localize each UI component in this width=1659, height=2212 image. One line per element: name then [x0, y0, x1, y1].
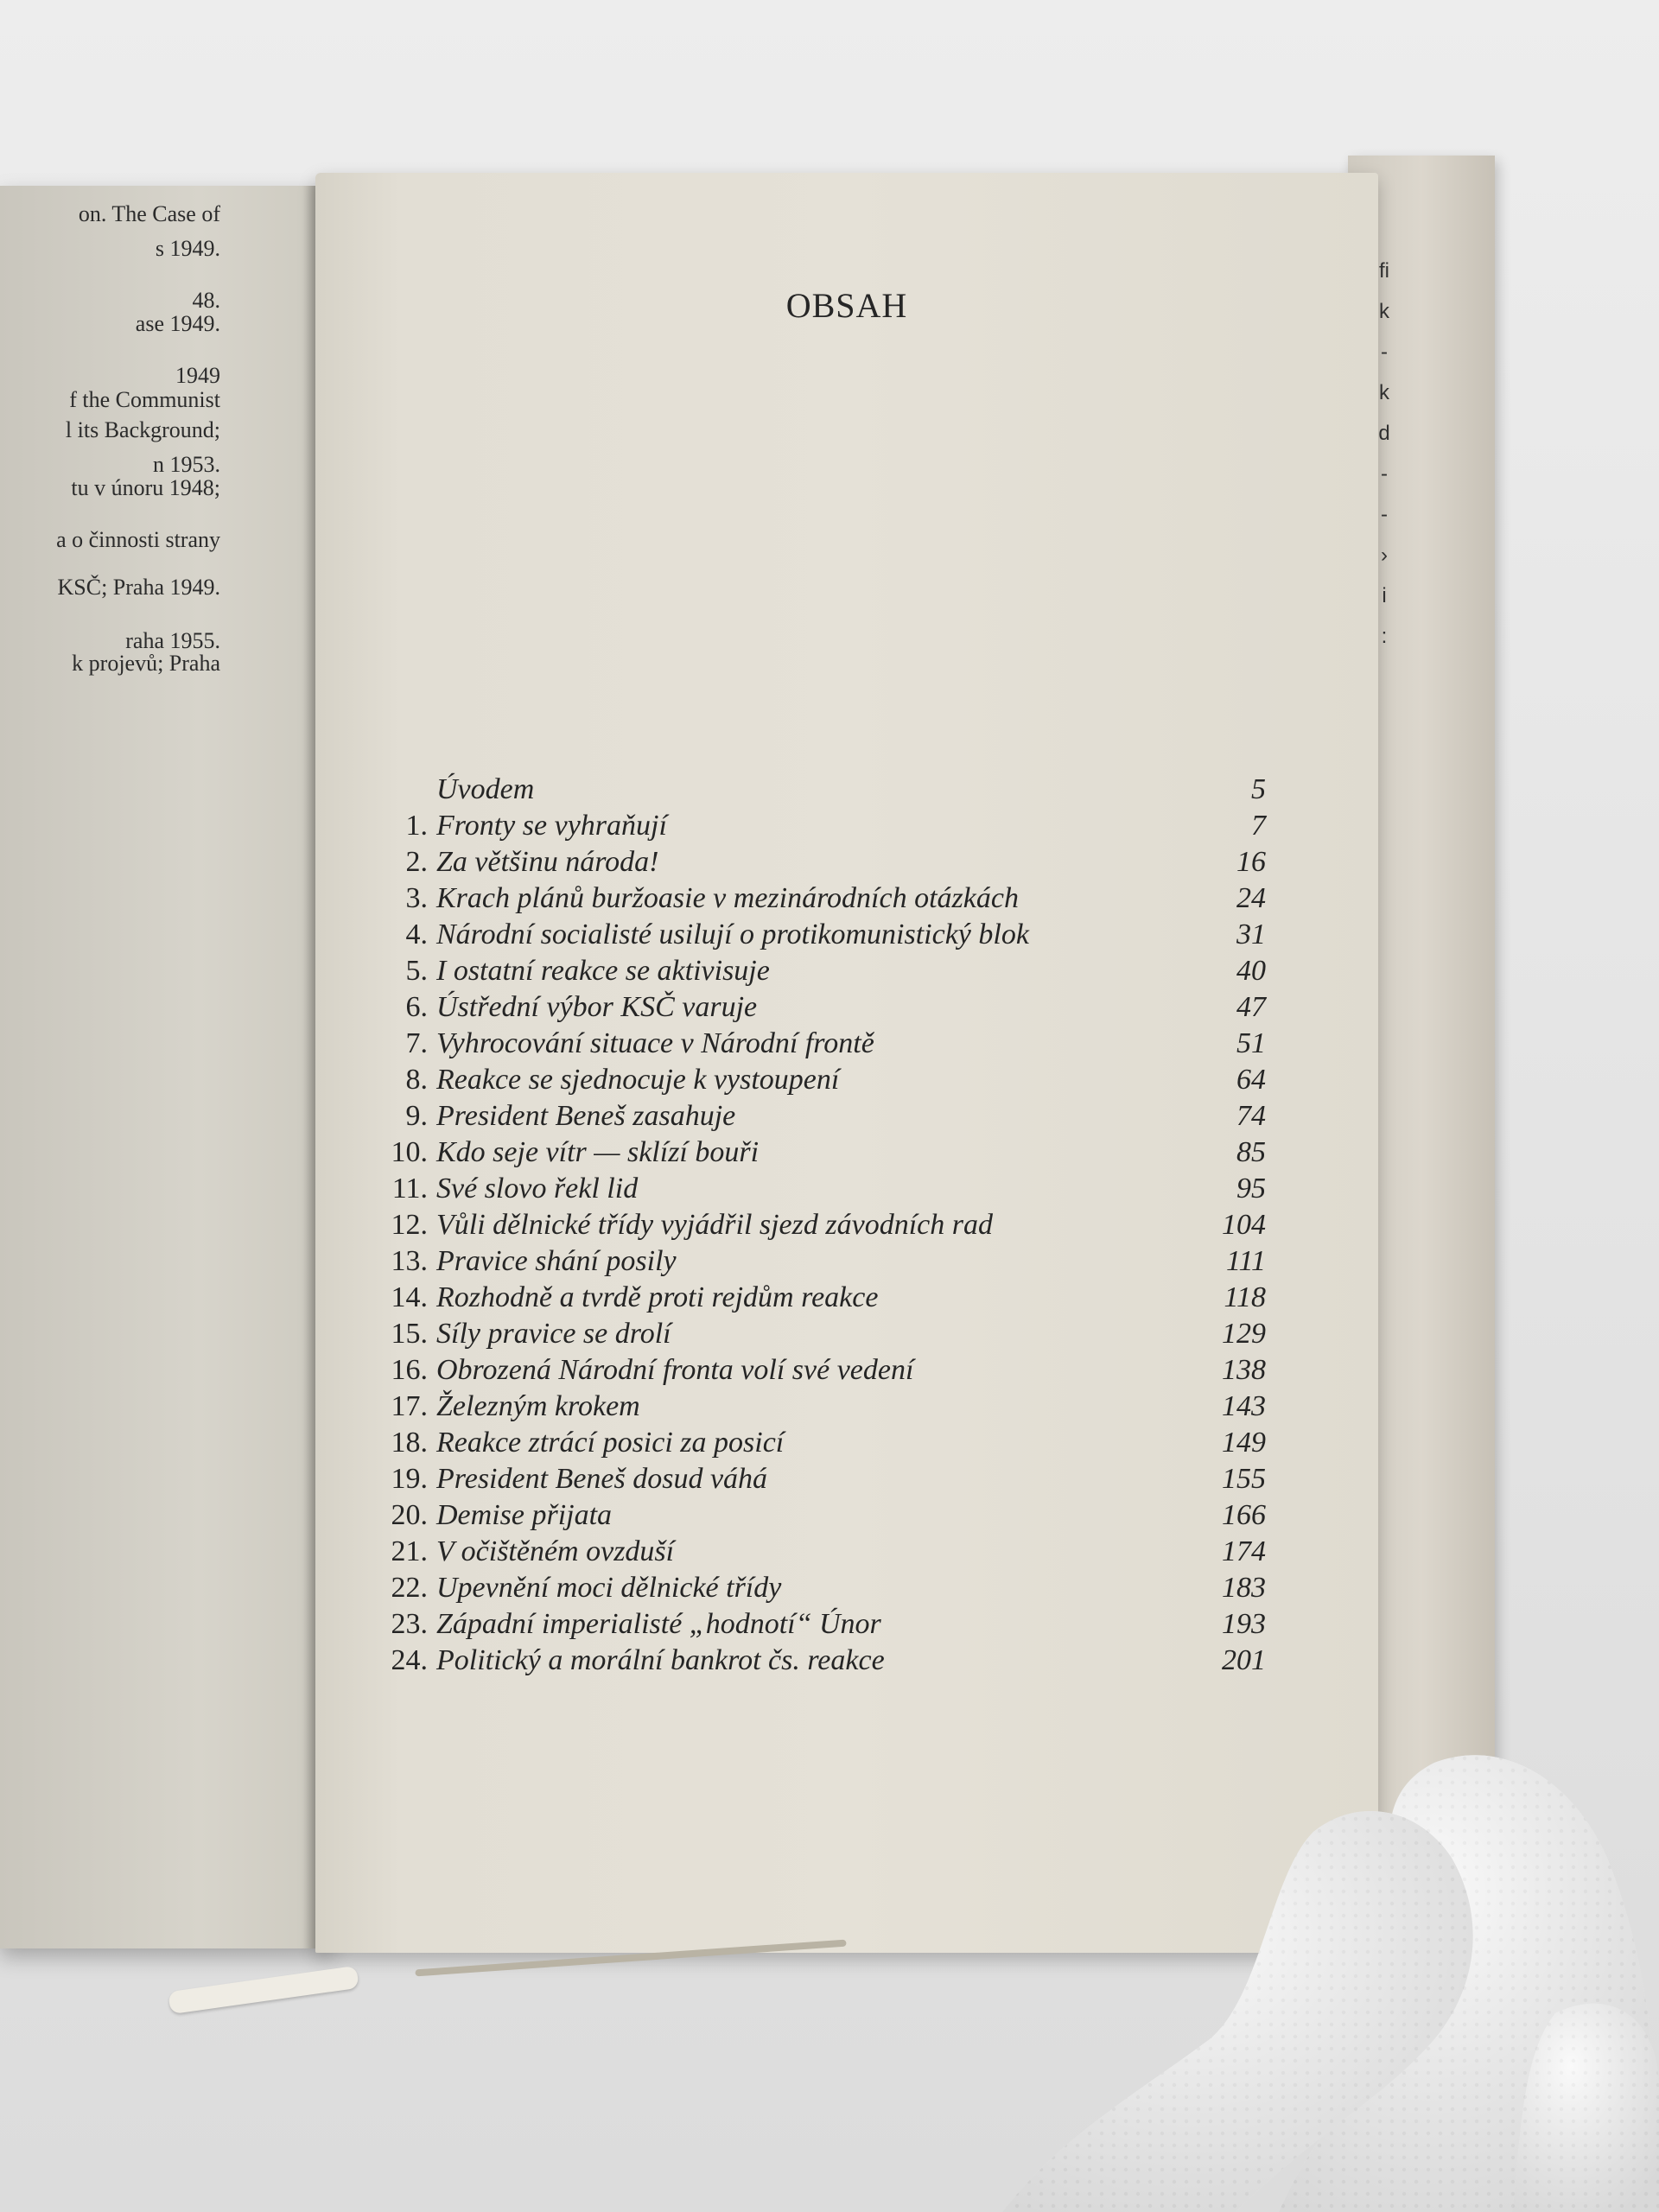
- jacket-glyph: fi: [1379, 259, 1389, 283]
- page-title: OBSAH: [785, 286, 908, 325]
- toc-entry: [367, 1173, 1266, 1207]
- toc-entry-number: 10.: [391, 1136, 428, 1168]
- toc-entry: [367, 1064, 1266, 1098]
- toc-entry-title: Železným krokem: [436, 1390, 640, 1422]
- toc-entry-title: Vyhrocování situace v Národní frontě: [436, 1027, 874, 1059]
- toc-entry: [367, 1499, 1266, 1534]
- toc-entry: [367, 1427, 1266, 1461]
- toc-entry-title: Západní imperialisté „hodnotí“ Únor: [436, 1608, 881, 1640]
- left-page-line: 48.: [192, 288, 220, 313]
- toc-entry-title: Fronty se vyhraňují: [436, 810, 667, 842]
- toc-entry: [367, 1209, 1266, 1243]
- toc-entry: [367, 1535, 1266, 1570]
- toc-entry: [367, 1318, 1266, 1352]
- toc-entry-page: 7: [1251, 810, 1266, 842]
- toc-entry-title: President Beneš zasahuje: [436, 1100, 736, 1132]
- toc-entry: [367, 955, 1266, 989]
- toc-entry-page: 201: [1222, 1644, 1266, 1676]
- toc-entry-number: 9.: [405, 1100, 428, 1132]
- toc-entry-number: 8.: [405, 1064, 428, 1096]
- toc-entry-title: Za většinu národa!: [436, 846, 659, 878]
- toc-entry-number: 7.: [405, 1027, 428, 1059]
- toc-entry-page: 111: [1226, 1245, 1266, 1277]
- gloved-hand: [950, 1728, 1659, 2212]
- toc-entry-page: 85: [1236, 1136, 1266, 1168]
- toc-entry-page: 155: [1222, 1463, 1266, 1495]
- toc-entry-number: 19.: [391, 1463, 428, 1495]
- toc-entry: [367, 1245, 1266, 1280]
- toc-entry-title: Kdo seje vítr — sklízí bouři: [436, 1136, 760, 1168]
- toc-entry-number: 22.: [391, 1572, 428, 1604]
- jacket-glyph: -: [1381, 340, 1388, 364]
- toc-entry-title: Reakce ztrácí posici za posicí: [436, 1427, 785, 1459]
- left-page-line: on. The Case of: [78, 201, 220, 226]
- toc-entry: [367, 991, 1266, 1026]
- toc-entry: [367, 1354, 1266, 1389]
- toc-entry-title: Rozhodně a tvrdě proti rejdům reakce: [436, 1281, 879, 1313]
- jacket-glyph: :: [1381, 625, 1388, 648]
- toc-entry-number: 24.: [391, 1644, 428, 1676]
- left-page-line: s 1949.: [155, 236, 220, 261]
- toc-entry-number: 12.: [391, 1209, 428, 1241]
- toc-entry: [367, 1027, 1266, 1062]
- toc-entry: [367, 1463, 1266, 1497]
- jacket-glyph: k: [1379, 381, 1389, 404]
- toc-entry-title: Demise přijata: [436, 1499, 613, 1531]
- jacket-glyph: d: [1378, 422, 1390, 445]
- toc-entry-page: 183: [1222, 1572, 1266, 1604]
- toc-entry-title: Své slovo řekl lid: [436, 1173, 639, 1205]
- toc-entry: [367, 810, 1266, 844]
- jacket-edge-text: [1376, 251, 1393, 657]
- toc-entry-number: 16.: [391, 1354, 428, 1386]
- toc-entry: [367, 882, 1266, 917]
- toc-entry-number: 11.: [391, 1173, 428, 1205]
- jacket-glyph: -: [1381, 503, 1388, 526]
- jacket-glyph: ›: [1381, 543, 1388, 567]
- left-page-line: 1949: [175, 363, 220, 388]
- toc-entry-number: 6.: [405, 991, 428, 1023]
- toc-entry-number: 18.: [391, 1427, 428, 1459]
- toc-entry-number: 21.: [391, 1535, 428, 1567]
- toc-entry-title: Politický a morální bankrot čs. reakce: [436, 1644, 885, 1676]
- toc-entry: [367, 1644, 1266, 1679]
- toc-entry-title: Národní socialisté usilují o protikomunistický blok: [436, 918, 1029, 950]
- toc-entry-page: 174: [1222, 1535, 1266, 1567]
- toc-entry-page: 138: [1222, 1354, 1266, 1386]
- toc-entry-page: 104: [1222, 1209, 1266, 1241]
- toc-entry-page: 95: [1236, 1173, 1266, 1205]
- toc-entry-page: 51: [1236, 1027, 1266, 1059]
- toc-entry-page: 40: [1236, 955, 1266, 987]
- toc-entry-title: V očištěném ovzduší: [436, 1535, 675, 1567]
- left-page-text: [0, 186, 220, 1948]
- toc-entry: [367, 1281, 1266, 1316]
- left-page-line: tu v únoru 1948;: [71, 475, 220, 500]
- left-page-line: n 1953.: [153, 452, 220, 477]
- toc-entry-title: Ústřední výbor KSČ varuje: [436, 991, 758, 1023]
- glove-shape: [1002, 1755, 1659, 2212]
- toc-entry-title: Upevnění moci dělnické třídy: [436, 1572, 782, 1604]
- toc-entry-page: 143: [1222, 1390, 1266, 1422]
- ribbon-bookmark: [168, 1966, 359, 2014]
- toc-entry-title: Úvodem: [436, 773, 535, 805]
- toc-entry-number: 20.: [391, 1499, 428, 1531]
- toc-entry-number: 15.: [391, 1318, 428, 1350]
- toc-entry-page: 24: [1236, 882, 1266, 914]
- toc-entry-page: 149: [1222, 1427, 1266, 1459]
- toc-entry-page: 118: [1224, 1281, 1266, 1313]
- toc-entry: [367, 1390, 1266, 1425]
- toc-entry-title: Krach plánů buržoasie v mezinárodních otázkách: [436, 882, 1019, 914]
- jacket-glyph: k: [1379, 300, 1389, 323]
- contents-page: [315, 173, 1378, 1953]
- toc-entry-page: 166: [1222, 1499, 1266, 1531]
- jacket-glyph: -: [1381, 462, 1388, 486]
- toc-entry-page: 31: [1236, 918, 1266, 950]
- left-page-line: raha 1955.: [125, 628, 220, 653]
- toc-entry-page: 74: [1236, 1100, 1266, 1132]
- left-page-line: ase 1949.: [135, 311, 220, 336]
- toc-entry-title: I ostatní reakce se aktivisuje: [436, 955, 770, 987]
- toc-entry-page: 47: [1236, 991, 1266, 1023]
- toc-entry-page: 129: [1222, 1318, 1266, 1350]
- toc-entry-number: 17.: [391, 1390, 428, 1422]
- toc-entry-title: Reakce se sjednocuje k vystoupení: [436, 1064, 840, 1096]
- left-page-line: a o činnosti strany: [56, 527, 220, 552]
- left-page-line: k projevů; Praha: [72, 651, 220, 676]
- toc-entry-title: Vůli dělnické třídy vyjádřil sjezd závodních rad: [436, 1209, 993, 1241]
- toc-entry-page: 5: [1251, 773, 1266, 805]
- toc-entry-page: 16: [1236, 846, 1266, 878]
- toc-entry-title: Síly pravice se drolí: [436, 1318, 671, 1350]
- toc-entry: [367, 846, 1266, 880]
- left-page-line: KSČ; Praha 1949.: [57, 575, 220, 600]
- toc-entry-number: 2.: [405, 846, 428, 878]
- toc-entry: [367, 918, 1266, 953]
- toc-entry-page: 193: [1222, 1608, 1266, 1640]
- toc-entry: [367, 773, 1266, 808]
- toc-entry-title: Pravice shání posily: [436, 1245, 677, 1277]
- toc-entry-number: 23.: [391, 1608, 428, 1640]
- toc-entry-number: 4.: [405, 918, 428, 950]
- toc-entry-page: 64: [1236, 1064, 1266, 1096]
- left-page-line: f the Communist: [69, 387, 220, 412]
- toc-entry: [367, 1136, 1266, 1171]
- toc-entry: [367, 1608, 1266, 1643]
- toc-entry: [367, 1100, 1266, 1135]
- toc-entry-number: 1.: [405, 810, 428, 842]
- toc-entry-title: Obrozená Národní fronta volí své vedení: [436, 1354, 914, 1386]
- toc-entry-number: 3.: [405, 882, 428, 914]
- toc-entry: [367, 1572, 1266, 1606]
- toc-entry-number: 5.: [405, 955, 428, 987]
- toc-entry-title: President Beneš dosud váhá: [436, 1463, 768, 1495]
- toc-entry-number: 13.: [391, 1245, 428, 1277]
- jacket-glyph: i: [1382, 584, 1387, 607]
- left-book-page: [0, 186, 333, 1948]
- toc-entry-number: 14.: [391, 1281, 428, 1313]
- left-page-line: l its Background;: [65, 417, 220, 442]
